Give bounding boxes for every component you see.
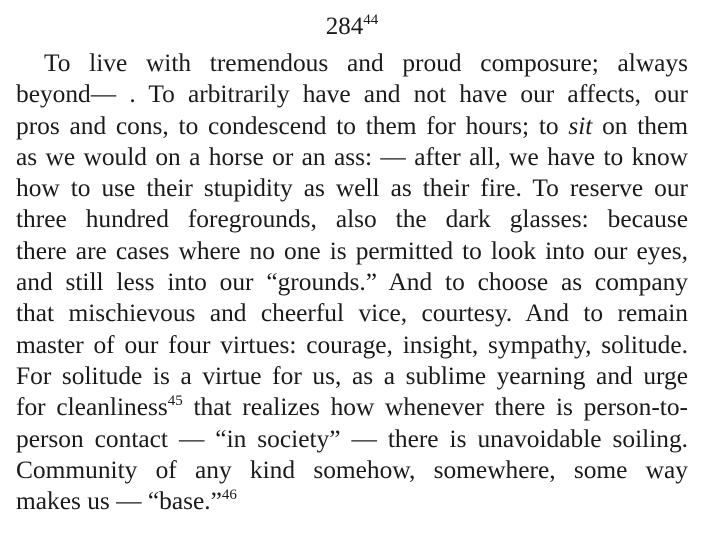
footnote-ref-45: 45 xyxy=(167,392,183,409)
text-line: there are cases where no one is permitted to look into our eyes, xyxy=(16,236,688,265)
text-line: person contact — “in society” — there is unavoidable soiling. xyxy=(16,424,688,453)
text-run: pros and cons, to condescend to them for hours; to xyxy=(16,111,569,140)
footnote-ref-44: 44 xyxy=(363,11,379,28)
section-heading xyxy=(16,12,688,48)
text-line xyxy=(16,392,688,423)
text-line xyxy=(16,486,688,517)
text-line: how to use their stupidity as well as their fire. To reserve our xyxy=(16,174,688,203)
text-run: that realizes how whenever there is person-to- xyxy=(182,393,688,422)
text-line: Community of any kind somehow, somewhere, some way xyxy=(16,455,688,484)
text-line: as we would on a horse or an ass: — after all, we have to know xyxy=(16,142,688,171)
text-line: beyond— . To arbitrarily have and not have our affects, our xyxy=(16,80,688,109)
text-run: on them xyxy=(592,111,688,140)
text-line: and still less into our “grounds.” And to choose as company xyxy=(16,268,688,297)
text-line: master of our four virtues: courage, insight, sympathy, solitude. xyxy=(16,330,688,359)
section-number: 284 xyxy=(325,13,364,40)
footnote-ref-46: 46 xyxy=(221,486,237,503)
text-line: To live with tremendous and proud composure; always xyxy=(44,49,688,77)
text-line: For solitude is a virtue for us, as a sublime yearning and urge xyxy=(16,361,688,390)
text-line xyxy=(16,111,688,142)
text-run: makes us — “base.” xyxy=(16,487,222,516)
text-line: that mischievous and cheerful vice, courtesy. And to remain xyxy=(16,299,688,328)
text-run: for cleanliness xyxy=(16,393,168,422)
text-line: three hundred foregrounds, also the dark glasses: because xyxy=(16,205,688,234)
emphasis-sit: sit xyxy=(568,111,593,140)
paragraph xyxy=(16,48,688,517)
document-page xyxy=(16,0,688,517)
